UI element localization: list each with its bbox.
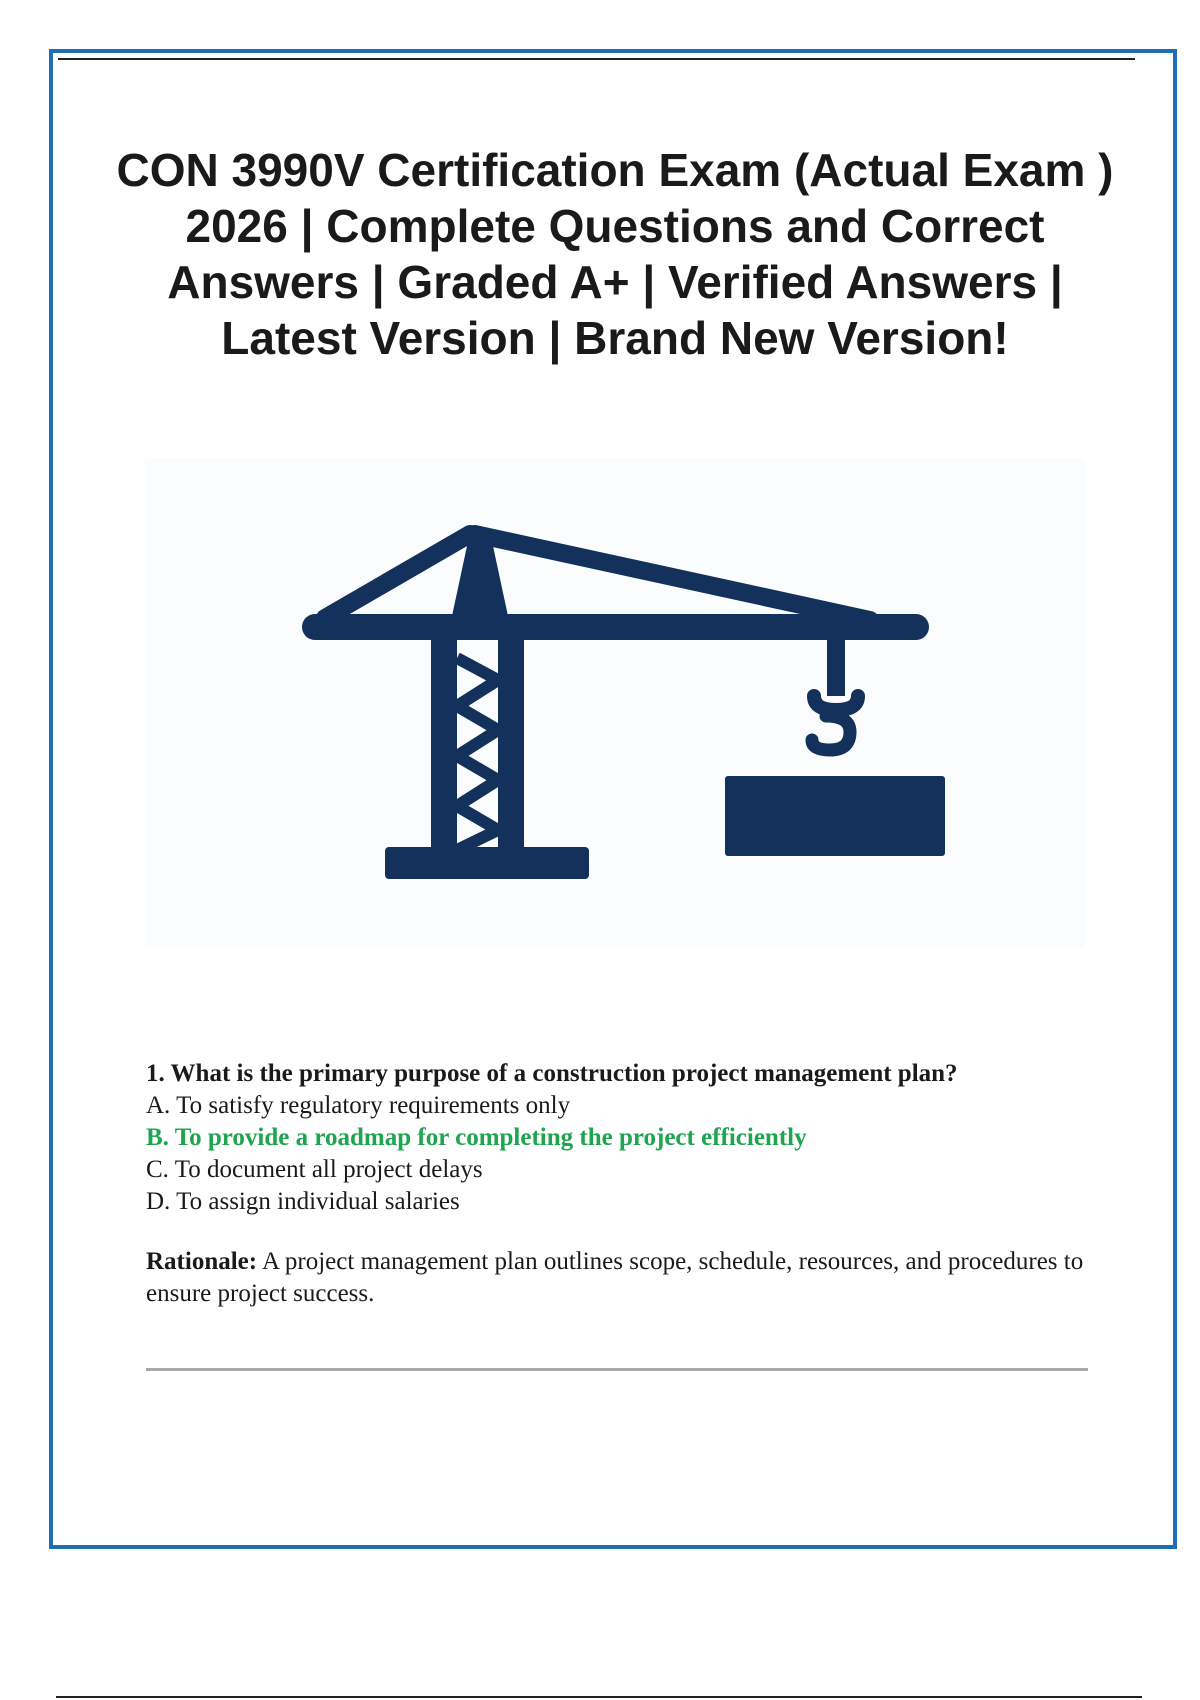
option-d: D. To assign individual salaries: [146, 1188, 460, 1215]
document-title: CON 3990V Certification Exam (Actual Exam ) 2026 | Complete Questions and Correct Answers | Graded A+ | Verified Answers | Latest Version | Brand New Version!: [116, 144, 1114, 364]
option-c: C. To document all project delays: [146, 1156, 483, 1183]
rationale-label: Rationale:: [146, 1248, 258, 1275]
rationale: [146, 1246, 1106, 1310]
tower-crane-icon: [145, 458, 1085, 948]
rationale-text: A project management plan outlines scope, schedule, resources, and procedures to ensure project success.: [146, 1248, 1084, 1307]
top-rule: [58, 58, 1135, 60]
bottom-rule: [56, 1696, 1142, 1698]
question-block: [146, 1058, 1106, 1310]
section-divider: [146, 1368, 1088, 1371]
crane-illustration: [145, 458, 1085, 948]
question-text: 1. What is the primary purpose of a construction project management plan?: [146, 1060, 958, 1087]
option-a: A. To satisfy regulatory requirements only: [146, 1092, 571, 1119]
option-b-correct: B. To provide a roadmap for completing the project efficiently: [146, 1124, 807, 1151]
